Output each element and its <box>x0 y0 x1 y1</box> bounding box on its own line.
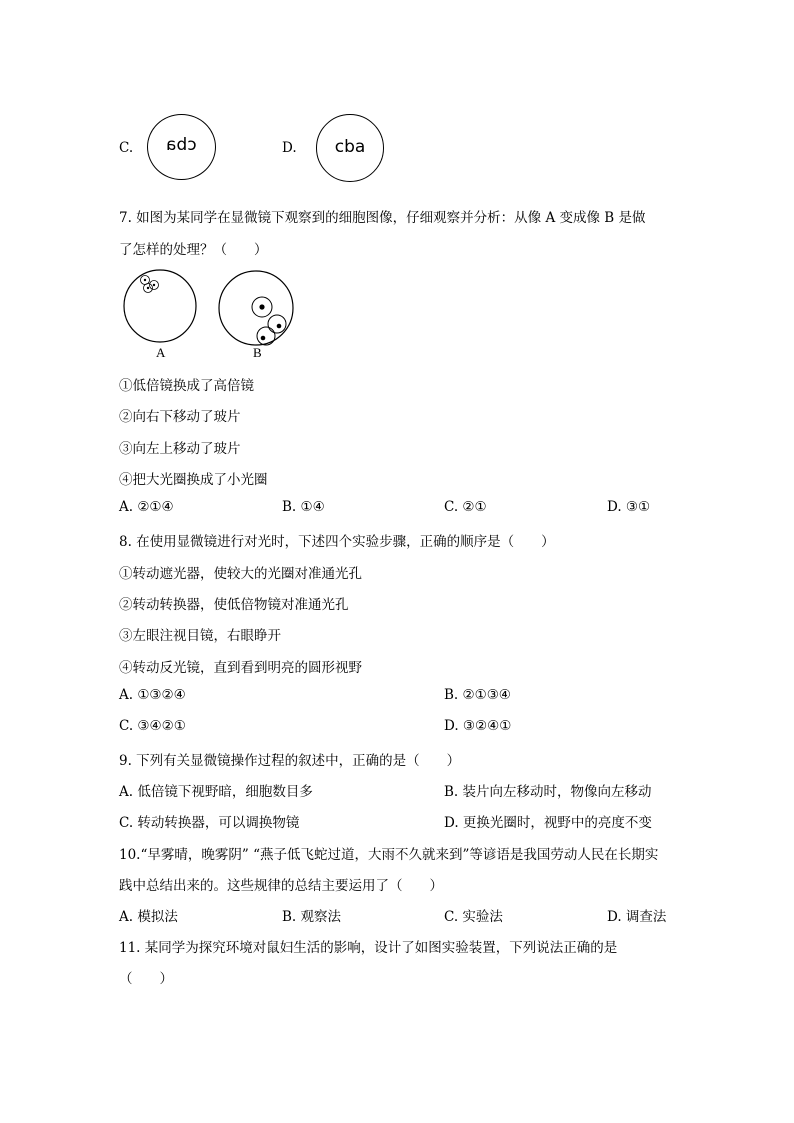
q8-item-2: ②转动转换器，使低倍物镜对准通光孔 <box>119 597 349 613</box>
field-a-circle <box>124 270 196 342</box>
q11-stem-line2: （ ） <box>119 971 173 987</box>
field-b-cell-2 <box>268 315 286 333</box>
fig-label-a: A <box>156 345 166 360</box>
q10-option-a: A. 模拟法 <box>119 909 178 925</box>
q9-option-a: A. 低倍镜下视野暗，细胞数目多 <box>119 784 313 800</box>
q6-option-d-text: cba <box>334 137 366 157</box>
q8-item-4: ④转动反光镜，直到看到明亮的圆形视野 <box>119 660 362 676</box>
field-b-cell-3 <box>257 327 275 345</box>
q9-option-d: D. 更换光圈时，视野中的亮度不变 <box>444 815 652 831</box>
q10-stem-line1: 10.“早雾晴，晚雾阴” “燕子低飞蛇过道，大雨不久就来到”等谚语是我国劳动人民在长期实 <box>119 847 659 863</box>
q7-option-d: D. ③① <box>607 499 651 515</box>
q8-stem: 8. 在使用显微镜进行对光时，下述四个实验步骤，正确的顺序是（ ） <box>119 534 555 550</box>
q8-item-3: ③左眼注视目镜，右眼睁开 <box>119 628 281 644</box>
q8-option-b: B. ②①③④ <box>444 687 511 703</box>
q8-option-d: D. ③②④① <box>444 718 512 734</box>
q10-option-d: D. 调查法 <box>607 909 667 925</box>
q9-option-c: C. 转动转换器，可以调换物镜 <box>119 815 300 831</box>
microscope-field-diagram <box>115 266 315 366</box>
q10-option-c: C. 实验法 <box>444 909 503 925</box>
q11-stem-line1: 11. 某同学为探究环境对鼠妇生活的影响，设计了如图实验装置，下列说法正确的是 <box>119 940 618 956</box>
q10-stem-line2: 践中总结出来的。这些规律的总结主要运用了（ ） <box>119 878 443 894</box>
q7-option-a: A. ②①④ <box>119 499 174 515</box>
q7-option-c: C. ②① <box>444 499 487 515</box>
q7-item-3: ③向左上移动了玻片 <box>119 441 241 457</box>
q6-option-c-mirrored-text: cba <box>166 135 197 155</box>
q8-option-a: A. ①③②④ <box>119 687 186 703</box>
q7-option-b: B. ①④ <box>282 499 325 515</box>
q10-option-b: B. 观察法 <box>282 909 342 925</box>
q8-item-1: ①转动遮光器，使较大的光圈对准通光孔 <box>119 566 362 582</box>
q7-stem-line2: 了怎样的处理？（ ） <box>119 242 268 258</box>
fig-label-b: B <box>253 345 262 360</box>
q6-option-d-label: D. <box>282 140 297 156</box>
q7-item-4: ④把大光圈换成了小光圈 <box>119 472 268 488</box>
q9-stem: 9. 下列有关显微镜操作过程的叙述中，正确的是（ ） <box>119 753 461 769</box>
q7-item-2: ②向右下移动了玻片 <box>119 409 241 425</box>
q8-option-c: C. ③④②① <box>119 718 186 734</box>
q9-option-b: B. 装片向左移动时，物像向左移动 <box>444 784 652 800</box>
q6-option-c-label: C. <box>119 140 134 156</box>
q7-stem-line1: 7. 如图为某同学在显微镜下观察到的细胞图像，仔细观察并分析：从像 A 变成像 B 是做 <box>119 210 646 226</box>
q6-option-d-circle <box>316 114 384 182</box>
q7-item-1: ①低倍镜换成了高倍镜 <box>119 378 254 394</box>
q6-option-c-circle <box>147 114 216 180</box>
field-b-circle <box>219 271 293 345</box>
